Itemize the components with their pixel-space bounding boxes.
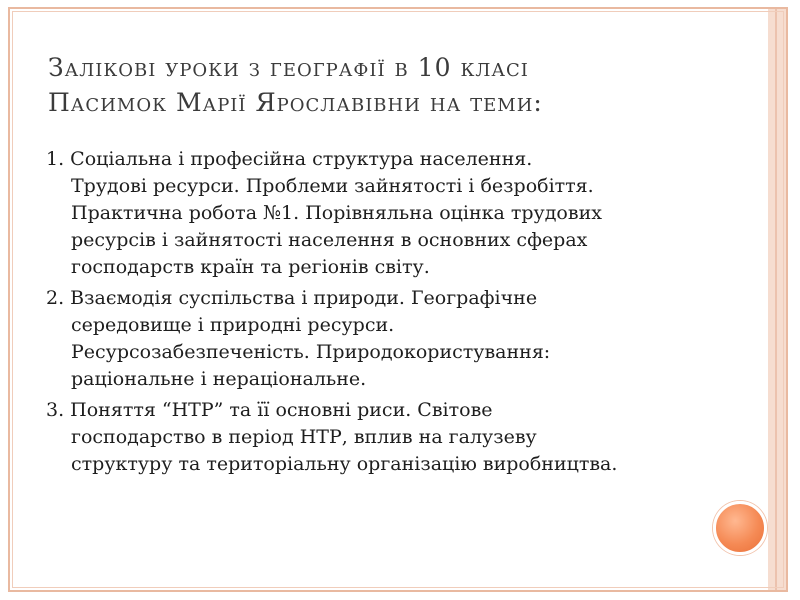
slide-title-line-2: Пасимок Марії Ярославівни на теми: bbox=[48, 88, 543, 117]
topic-3-line-3: структуру та територіальну організацію виробництва. bbox=[71, 453, 618, 475]
topic-2-line-4: раціональне і нераціональне. bbox=[71, 368, 367, 390]
topic-1-line-2: Трудові ресурси. Проблеми зайнятості і безробіття. bbox=[71, 175, 594, 197]
topic-item-3 bbox=[46, 397, 746, 478]
topic-3-line-1: 3. Поняття “НТР” та її основні риси. Світове bbox=[46, 399, 493, 421]
topic-2-line-3: Ресурсозабезпеченість. Природокористування: bbox=[71, 341, 551, 363]
topic-2-line-2: середовище і природні ресурси. bbox=[71, 314, 395, 336]
topic-1-line-4: ресурсів і зайнятості населення в основних сферах bbox=[71, 229, 588, 251]
topic-1-line-5: господарств країн та регіонів світу. bbox=[71, 256, 430, 278]
decorative-orange-circle bbox=[713, 501, 767, 555]
topic-1-line-3: Практична робота №1. Порівняльна оцінка трудових bbox=[71, 202, 602, 224]
topic-item-2 bbox=[46, 285, 746, 393]
topic-2-line-1: 2. Взаємодія суспільства і природи. Географічне bbox=[46, 287, 538, 309]
slide-body bbox=[46, 146, 746, 482]
topic-1-line-1: 1. Соціальна і професійна структура населення. bbox=[46, 148, 533, 170]
topic-item-1 bbox=[46, 146, 746, 281]
slide-title-line-1: Залікові уроки з географії в 10 класі bbox=[48, 53, 529, 82]
topic-3-line-2: господарство в період НТР, вплив на галузеву bbox=[71, 426, 537, 448]
slide-title bbox=[48, 50, 748, 120]
